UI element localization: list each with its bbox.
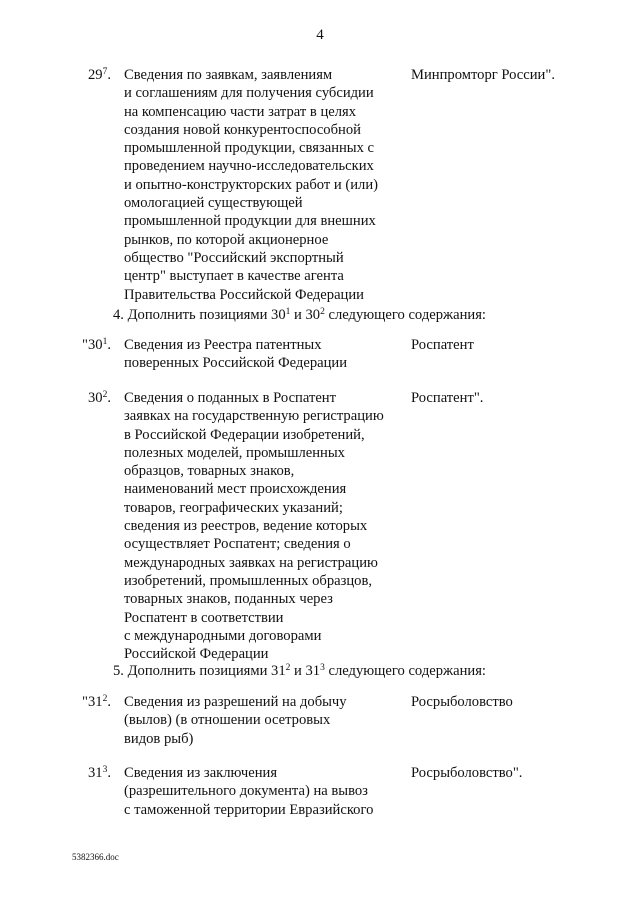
entry-description: Сведения из разрешений на добычу (вылов) (в отношении осетровых видов рыб) [124, 694, 347, 747]
entry-number: "$31^2$. [82, 694, 111, 710]
entry-number: $30^2$. [88, 390, 111, 406]
entry-description: Сведения по заявкам, заявлениям и соглашениям для получения субсидии на компенсацию части затрат в целях создания новой конкурентоспособной промышленной продукции, связанных с проведением научно-исследовательских и опытно-конструкторских работ и (или) омологацией существующей промышленной продукции для внешних рынков, по которой акционерное общество "Российский экспортный центр" выступает в качестве агента Правительства Российской Федерации [124, 67, 379, 303]
document-footer: 5382366.doc [72, 852, 119, 862]
entry-number: $29^7$. [88, 67, 111, 83]
entry-description: Сведения из заключения (разрешительного документа) на вывоз с таможенной территории Евразийского [124, 765, 374, 818]
entry-number: $31^3$. [88, 765, 111, 781]
entry-description: Сведения о поданных в Роспатент заявках на государственную регистрацию в Российской Федерации изобретений, полезных моделей, промышленных образцов, товарных знаков, наименований мест происхождения товаров, географических указаний; сведения из реестров, ведение которых осуществляет Роспатент; сведения о международных заявках на регистрацию изобретений, промышленных образцов, товарных знаков, поданных через Роспатент в соответствии с международными договорами Российской Федерации [124, 390, 384, 663]
entry-agency: Роспатент [411, 337, 474, 353]
paragraph-5: 5. Дополнить позициями $31^2$ и $31^3$ следующего содержания: [113, 663, 486, 679]
paragraph-4: 4. Дополнить позициями $30^1$ и $30^2$ следующего содержания: [113, 307, 486, 323]
entry-agency: Росрыболовство [411, 694, 513, 710]
entry-description: Сведения из Реестра патентных поверенных Российской Федерации [124, 337, 348, 372]
page-number: 4 [316, 27, 324, 43]
entry-agency: Минпромторг России". [411, 67, 555, 83]
entry-agency: Роспатент". [411, 390, 484, 406]
entry-agency: Росрыболовство". [411, 765, 523, 781]
entry-number: "$30^1$. [82, 337, 111, 353]
